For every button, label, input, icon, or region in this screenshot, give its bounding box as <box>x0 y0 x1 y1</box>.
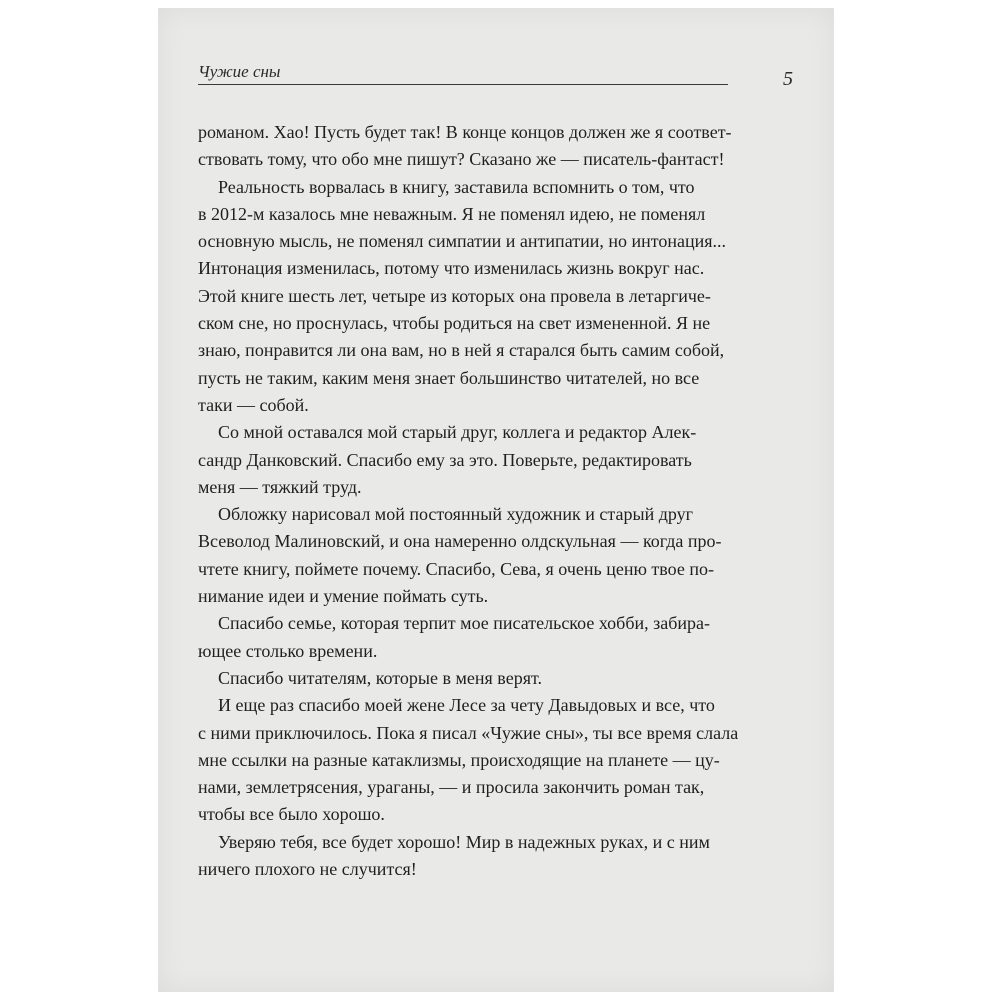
text-line: Этой книге шесть лет, четыре из которых она провела в летаргиче- <box>198 285 711 306</box>
running-header <box>198 62 793 88</box>
text-line: Обложку нарисовал мой постоянный художник и старый друг <box>218 504 694 525</box>
text-line: знаю, понравится ли она вам, но в ней я старался быть самим собой, <box>198 340 725 361</box>
header-rule <box>198 84 728 85</box>
text-line: ющее столько времени. <box>198 640 378 661</box>
text-line: Со мной оставался мой старый друг, коллега и редактор Алек- <box>218 422 697 443</box>
text-line: Интонация изменилась, потому что изменилась жизнь вокруг нас. <box>198 258 705 279</box>
text-line: основную мысль, не поменял симпатии и антипатии, но интонация... <box>198 231 727 252</box>
text-line: пусть не таким, каким меня знает большинство читателей, но все <box>198 367 700 388</box>
text-line: ствовать тому, что обо мне пишут? Сказано же — писатель-фантаст! <box>198 149 725 170</box>
text-line: нимание идеи и умение поймать суть. <box>198 586 489 607</box>
text-line: сандр Данковский. Спасибо ему за это. Поверьте, редактировать <box>198 449 692 470</box>
text-line: чтете книгу, поймете почему. Спасибо, Сева, я очень ценю твое по- <box>198 558 715 579</box>
text-line: меня — тяжкий труд. <box>198 476 362 497</box>
text-line: ничего плохого не случится! <box>198 859 417 880</box>
text-line: чтобы все было хорошо. <box>198 804 385 825</box>
text-line: с ними приключилось. Пока я писал «Чужие сны», ты все время слала <box>198 722 739 743</box>
text-line: Уверяю тебя, все будет хорошо! Мир в надежных руках, и с ним <box>218 831 710 852</box>
text-line: Спасибо семье, которая терпит мое писательское хобби, забира- <box>218 613 710 634</box>
text-line: романом. Хао! Пусть будет так! В конце концов должен же я соответ- <box>198 122 732 142</box>
text-line: Реальность ворвалась в книгу, заставила вспомнить о том, что <box>218 176 695 197</box>
body-text <box>198 119 798 883</box>
running-title: Чужие сны <box>198 62 281 81</box>
text-line: мне ссылки на разные катаклизмы, происходящие на планете — цу- <box>198 749 720 770</box>
page-number: 5 <box>783 68 793 90</box>
text-line: Всеволод Малиновский, и она намеренно олдскульная — когда про- <box>198 531 722 552</box>
text-line: таки — собой. <box>198 394 309 415</box>
text-line: И еще раз спасибо моей жене Лесе за чету Давыдовых и все, что <box>218 695 715 716</box>
text-line: Спасибо читателям, которые в меня верят. <box>218 667 542 688</box>
text-line: ском сне, но проснулась, чтобы родиться на свет измененной. Я не <box>198 313 711 334</box>
text-line: нами, землетрясения, ураганы, — и просила закончить роман так, <box>198 777 705 798</box>
text-line: в 2012-м казалось мне неважным. Я не поменял идею, не поменял <box>198 203 706 224</box>
